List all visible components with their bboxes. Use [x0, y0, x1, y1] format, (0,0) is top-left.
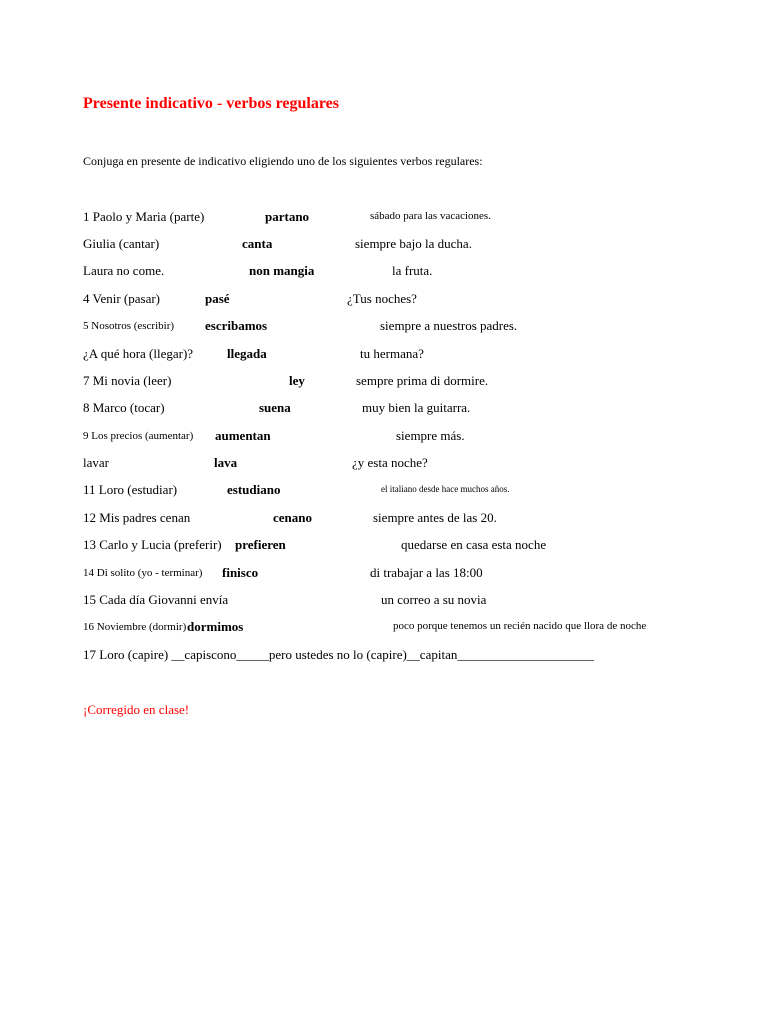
- exercise-prompt: Laura no come.: [83, 263, 165, 278]
- exercise-row: [0, 346, 768, 368]
- exercise-rest: siempre más.: [396, 428, 465, 443]
- exercise-prompt: 15 Cada día Giovanni envía: [83, 592, 229, 607]
- exercise-prompt: 5 Nosotros (escribir): [83, 320, 175, 332]
- exercise-answer: estudiano: [227, 482, 281, 497]
- exercise-answer: escribamos: [205, 318, 268, 333]
- exercise-rest: sempre prima di dormire.: [356, 373, 489, 388]
- exercise-prompt: 9 Los precios (aumentar): [83, 430, 194, 442]
- exercise-row: [0, 291, 768, 313]
- exercise-row: [0, 209, 768, 231]
- footer-note: ¡Corregido en clase!: [83, 702, 190, 717]
- exercise-row: [0, 318, 768, 340]
- exercise-prompt: 16 Noviembre (dormir): [83, 621, 187, 633]
- exercise-row: [0, 373, 768, 395]
- exercise-row: [0, 619, 768, 641]
- exercise-prompt: 4 Venir (pasar): [83, 291, 161, 306]
- exercise-row: [0, 537, 768, 559]
- exercise-rest: poco porque tenemos un recién nacido que llora de noche: [393, 620, 647, 632]
- exercise-prompt: lavar: [83, 455, 109, 470]
- exercise-answer: lava: [214, 455, 238, 470]
- exercise-rest: la fruta.: [392, 263, 433, 278]
- exercise-answer: llegada: [227, 346, 267, 361]
- exercise-answer: partano: [265, 209, 310, 224]
- exercise-rest: quedarse en casa esta noche: [401, 537, 547, 552]
- exercise-answer: cenano: [273, 510, 312, 525]
- exercise-prompt: 8 Marco (tocar): [83, 400, 165, 415]
- exercise-answer: canta: [242, 236, 273, 251]
- exercise-17: 17 Loro (capire) __capiscono_____pero ustedes no lo (capire)__capitan_____________________: [83, 647, 594, 662]
- exercise-prompt: ¿A qué hora (llegar)?: [83, 346, 194, 361]
- exercise-answer: suena: [259, 400, 291, 415]
- exercise-prompt: 7 Mi novia (leer): [83, 373, 172, 388]
- exercise-row: [0, 565, 768, 587]
- instruction-text: Conjuga en presente de indicativo eligiendo uno de los siguientes verbos regulares:: [83, 154, 483, 168]
- page-title: Presente indicativo - verbos regulares: [83, 95, 339, 112]
- exercise-answer: finisco: [222, 565, 259, 580]
- exercise-rest: muy bien la guitarra.: [362, 400, 471, 415]
- exercise-answer: dormimos: [187, 619, 244, 634]
- exercise-answer: prefieren: [235, 537, 286, 552]
- exercise-answer: ley: [289, 373, 305, 388]
- exercise-row: [0, 263, 768, 285]
- exercise-rest: siempre antes de las 20.: [373, 510, 497, 525]
- exercise-prompt: Giulia (cantar): [83, 236, 160, 251]
- exercise-answer: aumentan: [215, 428, 271, 443]
- exercise-prompt: 11 Loro (estudiar): [83, 482, 178, 497]
- exercise-rest: siempre a nuestros padres.: [380, 318, 518, 333]
- exercise-rest: sábado para las vacaciones.: [370, 210, 491, 222]
- exercise-rest: ¿y esta noche?: [352, 455, 428, 470]
- exercise-prompt: 14 Di solito (yo - terminar): [83, 567, 203, 579]
- exercise-rest: tu hermana?: [360, 346, 424, 361]
- exercise-row: [0, 482, 768, 504]
- exercise-row: [0, 592, 768, 614]
- exercise-answer: pasé: [205, 291, 230, 306]
- exercise-rest: ¿Tus noches?: [347, 291, 417, 306]
- exercise-prompt: 1 Paolo y Maria (parte): [83, 209, 205, 224]
- exercise-row: [0, 455, 768, 477]
- exercise-rest: di trabajar a las 18:00: [370, 565, 483, 580]
- exercise-rest: un correo a su novia: [381, 592, 487, 607]
- exercise-rest: siempre bajo la ducha.: [355, 236, 472, 251]
- exercise-row: [0, 400, 768, 422]
- exercise-prompt: 12 Mis padres cenan: [83, 510, 191, 525]
- exercise-row: [0, 510, 768, 532]
- exercise-rest: el italiano desde hace muchos años.: [381, 484, 510, 494]
- exercise-row: [0, 428, 768, 450]
- exercise-prompt: 13 Carlo y Lucia (preferir): [83, 537, 222, 552]
- exercise-row: [0, 236, 768, 258]
- exercise-answer: non mangia: [249, 263, 315, 278]
